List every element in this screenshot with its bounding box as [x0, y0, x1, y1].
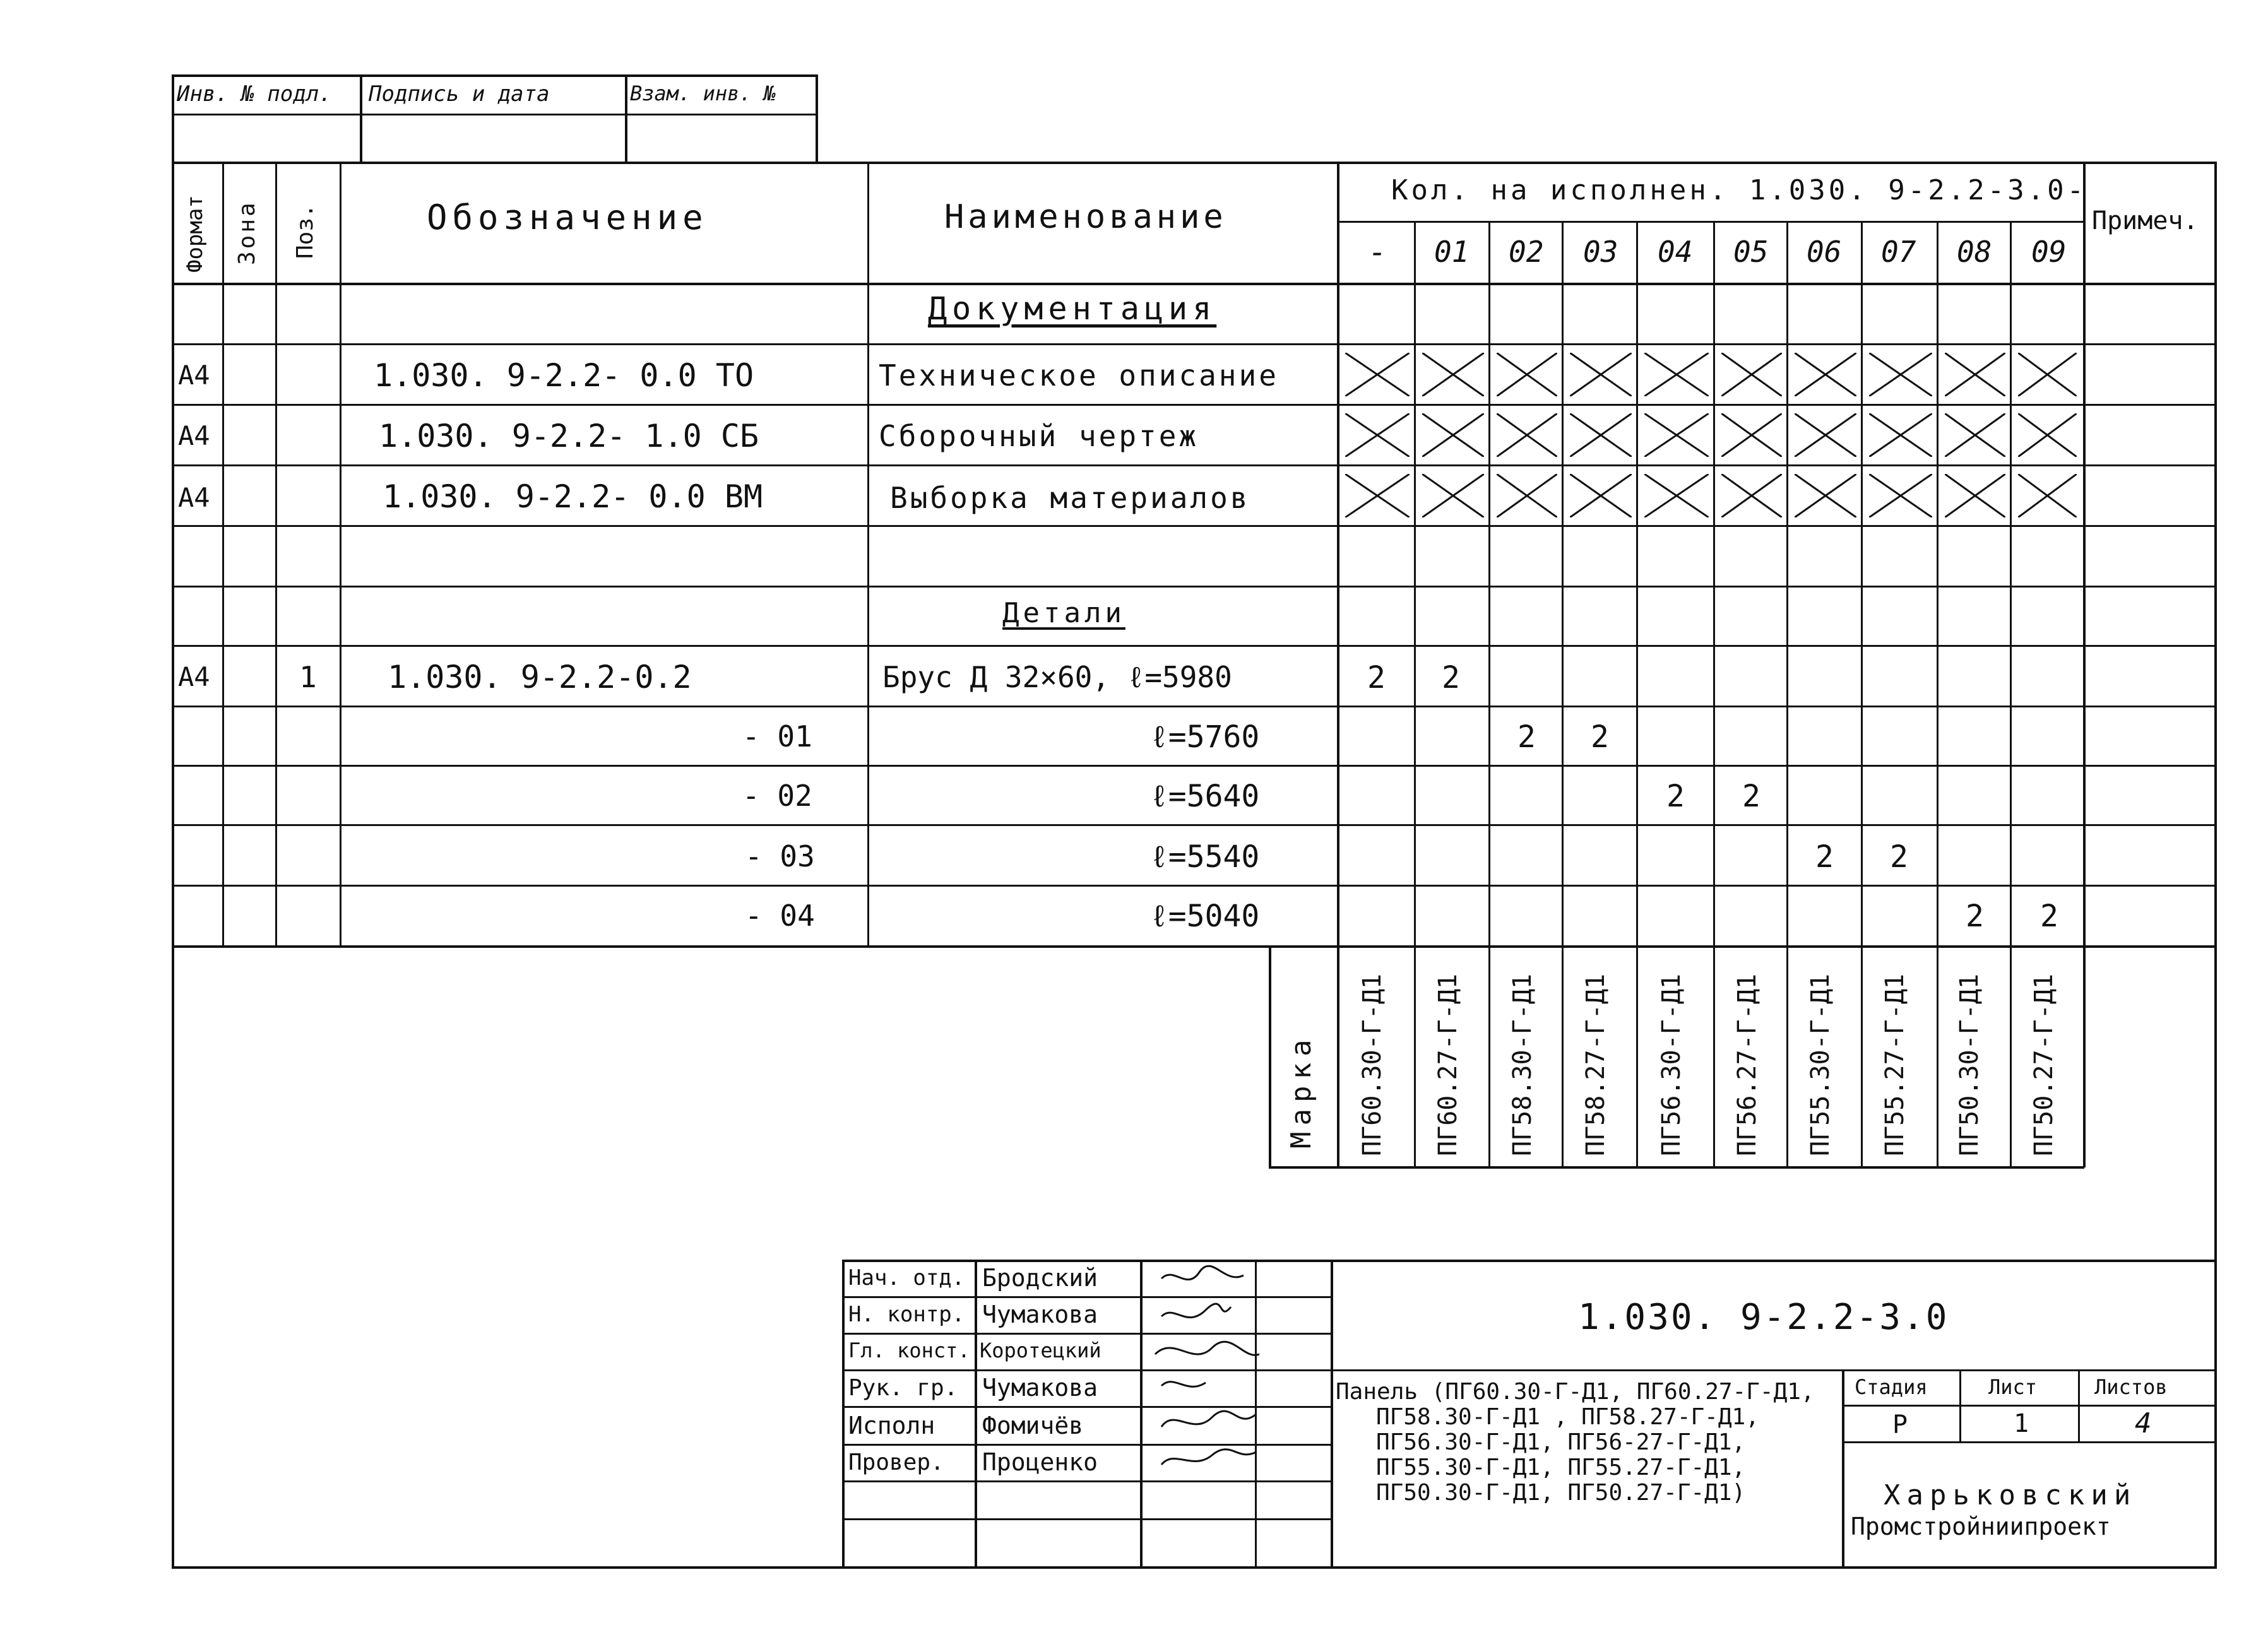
- variant-col: 06: [1807, 235, 1842, 269]
- not-applicable-cross: [1869, 413, 1932, 457]
- detail-designation: - 04: [745, 899, 815, 933]
- not-applicable-cross: [1497, 353, 1557, 396]
- marka-item: ПГ55.30-Г-Д1: [1806, 974, 1835, 1156]
- not-applicable-cross: [1945, 353, 2005, 396]
- not-applicable-cross: [1869, 474, 1932, 517]
- detail-pos: 1: [299, 660, 317, 694]
- variant-col: 03: [1583, 235, 1618, 269]
- not-applicable-cross: [2018, 413, 2077, 457]
- not-applicable-cross: [1570, 353, 1632, 396]
- detail-qty: 2: [1517, 719, 1536, 755]
- header-zone: Зона: [234, 200, 260, 265]
- variant-col: 05: [1733, 235, 1769, 269]
- not-applicable-cross: [1795, 353, 1856, 396]
- sig-name: Чумакова: [982, 1374, 1098, 1402]
- detail-designation: - 03: [745, 839, 815, 873]
- sig-role: Нач. отд.: [848, 1265, 965, 1290]
- not-applicable-cross: [1869, 353, 1932, 396]
- detail-qty: 2: [1815, 839, 1834, 875]
- not-applicable-cross: [1570, 474, 1632, 517]
- marka-item: ПГ60.27-Г-Д1: [1434, 974, 1463, 1156]
- not-applicable-cross: [1422, 474, 1484, 517]
- sig-name: Чумакова: [982, 1301, 1098, 1328]
- detail-format: А4: [178, 661, 210, 692]
- not-applicable-cross: [1644, 353, 1709, 396]
- detail-qty: 2: [2040, 899, 2058, 934]
- sig-role: Провер.: [848, 1450, 944, 1475]
- detail-qty: 2: [1367, 660, 1386, 695]
- section-details: Детали: [1002, 597, 1125, 629]
- not-applicable-cross: [1345, 353, 1410, 396]
- marka-item: ПГ55.27-Г-Д1: [1880, 974, 1909, 1156]
- not-applicable-cross: [1345, 474, 1410, 517]
- not-applicable-cross: [1422, 413, 1484, 457]
- product-line: Панель (ПГ60.30-Г-Д1, ПГ60.27-Г-Д1,: [1336, 1379, 1815, 1405]
- marka-item: ПГ58.30-Г-Д1: [1508, 974, 1537, 1156]
- stage-label: Стадия: [1855, 1375, 1928, 1399]
- not-applicable-cross: [1945, 413, 2005, 457]
- not-applicable-cross: [1795, 413, 1856, 457]
- doc-designation: 1.030. 9-2.2- 0.0 ВМ: [383, 478, 763, 515]
- sheet-value: 1: [2014, 1409, 2029, 1438]
- not-applicable-cross: [2018, 474, 2077, 517]
- detail-designation: 1.030. 9-2.2-0.2: [388, 659, 692, 695]
- sig-role: Рук. гр.: [848, 1375, 958, 1401]
- detail-qty: 2: [1442, 660, 1460, 695]
- org-name: Харьковский: [1884, 1479, 2137, 1511]
- not-applicable-cross: [1721, 413, 1782, 457]
- sig-name: Фомичёв: [982, 1412, 1084, 1439]
- marka-item: ПГ56.30-Г-Д1: [1657, 974, 1686, 1156]
- sig-name: Бродский: [982, 1264, 1098, 1292]
- doc-name: Техническое описание: [879, 358, 1279, 393]
- not-applicable-cross: [1795, 474, 1856, 517]
- not-applicable-cross: [1570, 413, 1632, 457]
- product-line: ПГ55.30-Г-Д1, ПГ55.27-Г-Д1,: [1376, 1455, 1746, 1480]
- variant-col: 01: [1434, 235, 1469, 269]
- header-qty-title: Кол. на исполнен. 1.030. 9-2.2-3.0-: [1391, 174, 2087, 206]
- stage-value: Р: [1892, 1410, 1908, 1439]
- doc-designation: 1.030. 9-2.2- 0.0 ТО: [374, 357, 754, 394]
- not-applicable-cross: [1644, 413, 1709, 457]
- sheets-label: Листов: [2094, 1375, 2168, 1399]
- marka-item: ПГ50.30-Г-Д1: [1955, 974, 1984, 1156]
- variant-col: 07: [1881, 235, 1916, 269]
- detail-qty: 2: [1890, 839, 1908, 875]
- stamp-inv-label: Инв. № подл.: [177, 81, 332, 107]
- header-designation: Обозначение: [427, 198, 708, 237]
- not-applicable-cross: [1644, 474, 1709, 517]
- marka-item: ПГ50.27-Г-Д1: [2029, 974, 2058, 1156]
- variant-col: 04: [1658, 235, 1693, 269]
- sheet-label: Лист: [1988, 1375, 2038, 1399]
- not-applicable-cross: [1345, 413, 1410, 457]
- stamp-replace-label: Взам. инв. №: [630, 81, 776, 105]
- doc-format: А4: [178, 482, 210, 513]
- marka-item: ПГ58.27-Г-Д1: [1581, 974, 1610, 1156]
- detail-designation: - 01: [742, 719, 812, 753]
- not-applicable-cross: [2018, 353, 2077, 396]
- org-name: Промстройниипроект: [1851, 1513, 2111, 1540]
- product-line: ПГ58.30-Г-Д1 , ПГ58.27-Г-Д1,: [1376, 1404, 1759, 1430]
- marka-item: ПГ60.30-Г-Д1: [1358, 974, 1387, 1156]
- product-line: ПГ50.30-Г-Д1, ПГ50.27-Г-Д1): [1376, 1480, 1746, 1506]
- variant-col: 09: [2031, 235, 2067, 269]
- sig-role: Исполн: [848, 1412, 935, 1439]
- not-applicable-cross: [1497, 474, 1557, 517]
- doc-designation: 1.030. 9-2.2- 1.0 СБ: [379, 418, 759, 454]
- not-applicable-cross: [1721, 474, 1782, 517]
- sig-name: Проценко: [982, 1448, 1098, 1476]
- detail-qty: 2: [1666, 779, 1685, 814]
- document-code: 1.030. 9-2.2-3.0: [1578, 1297, 1949, 1338]
- detail-qty: 2: [1742, 779, 1760, 814]
- detail-name: ℓ=5040: [1150, 899, 1260, 934]
- sig-name: Коротецкий: [980, 1338, 1101, 1362]
- signature-scribble: [1149, 1260, 1262, 1474]
- header-pos: Поз.: [292, 204, 318, 259]
- detail-name: Брус Д 32×60, ℓ=5980: [882, 660, 1232, 694]
- not-applicable-cross: [1721, 353, 1782, 396]
- marka-item: ПГ56.27-Г-Д1: [1733, 974, 1762, 1156]
- stamp-sign-label: Подпись и дата: [369, 81, 550, 107]
- header-note: Примеч.: [2092, 206, 2199, 235]
- not-applicable-cross: [1497, 413, 1557, 457]
- header-format: Формат: [182, 195, 208, 273]
- marka-label: Марка: [1285, 1033, 1317, 1149]
- product-line: ПГ56.30-Г-Д1, ПГ56-27-Г-Д1,: [1376, 1429, 1746, 1455]
- doc-format: А4: [178, 420, 210, 451]
- variant-col: 08: [1957, 235, 1992, 269]
- detail-name: ℓ=5640: [1150, 779, 1260, 814]
- header-name: Наименование: [944, 198, 1227, 236]
- doc-name: Сборочный чертеж: [879, 419, 1199, 453]
- detail-name: ℓ=5760: [1150, 719, 1260, 755]
- sig-role: Н. контр.: [848, 1302, 965, 1327]
- not-applicable-cross: [1422, 353, 1484, 396]
- section-documentation: Документация: [928, 290, 1217, 327]
- sig-role: Гл. конст.: [848, 1338, 970, 1362]
- doc-name: Выборка материалов: [890, 481, 1250, 515]
- detail-qty: 2: [1966, 899, 1984, 934]
- variant-col: -: [1369, 235, 1387, 270]
- detail-qty: 2: [1591, 719, 1609, 755]
- detail-designation: - 02: [742, 779, 812, 813]
- not-applicable-cross: [1945, 474, 2005, 517]
- sheets-value: 4: [2135, 1407, 2152, 1439]
- detail-name: ℓ=5540: [1150, 839, 1260, 875]
- variant-col: 02: [1509, 235, 1544, 269]
- doc-format: А4: [178, 360, 210, 391]
